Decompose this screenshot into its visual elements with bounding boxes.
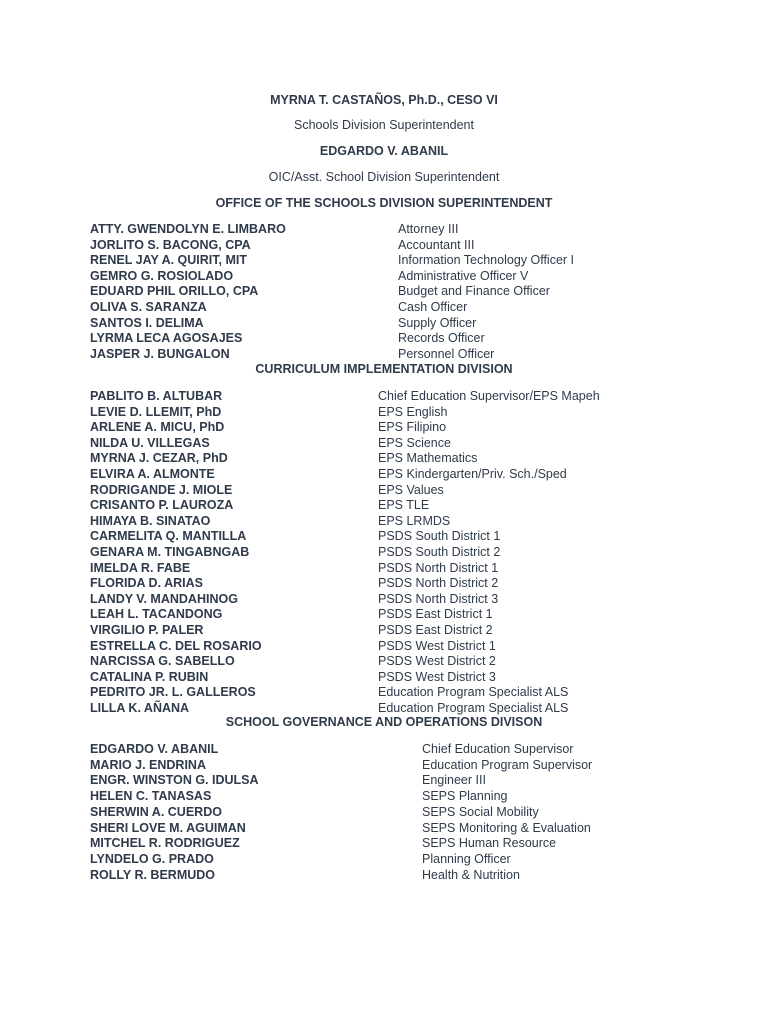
staff-row [0, 237, 768, 253]
staff-name: ELVIRA A. ALMONTE [90, 467, 215, 481]
staff-name: HELEN C. TANASAS [90, 789, 212, 804]
staff-row [0, 835, 768, 851]
staff-row [0, 560, 768, 576]
staff-row [0, 315, 768, 331]
staff-position: Information Technology Officer I [398, 253, 575, 268]
staff-position: Chief Education Supervisor/EPS Mapeh [378, 389, 600, 403]
staff-position: EPS Mathematics [378, 451, 478, 466]
staff-name: NARCISSA G. SABELLO [90, 654, 235, 669]
staff-name: VIRGILIO P. PALER [90, 623, 204, 637]
staff-position: Cash Officer [398, 300, 468, 314]
staff-row [0, 544, 768, 560]
staff-position: EPS Science [378, 435, 451, 450]
staff-name: CRISANTO P. LAUROZA [90, 498, 234, 513]
staff-name: EDGARDO V. ABANIL [90, 742, 219, 756]
superintendent-title: Schools Division Superintendent [294, 118, 474, 132]
staff-row [0, 528, 768, 544]
staff-name: GEMRO G. ROSIOLADO [90, 268, 234, 283]
staff-position: PSDS West District 1 [378, 638, 496, 653]
staff-row [0, 513, 768, 529]
staff-name: GENARA M. TINGABNGAB [90, 545, 250, 559]
staff-position: PSDS North District 1 [378, 560, 499, 575]
asst-superintendent-title: OIC/Asst. School Division Superintendent [268, 170, 500, 184]
staff-position: Education Program Supervisor [422, 757, 593, 772]
staff-row [0, 851, 768, 867]
staff-position: Engineer III [422, 773, 486, 788]
staff-row [0, 700, 768, 716]
staff-name: MYRNA J. CEZAR, PhD [90, 451, 228, 466]
staff-position: SEPS Human Resource [422, 836, 557, 851]
staff-row [0, 283, 768, 299]
staff-name: LYRMA LECA AGOSAJES [90, 331, 243, 346]
staff-position: SEPS Planning [422, 789, 508, 804]
staff-row [0, 669, 768, 685]
staff-name: PABLITO B. ALTUBAR [90, 389, 223, 403]
staff-name: OLIVA S. SARANZA [90, 300, 207, 314]
staff-row [0, 772, 768, 788]
staff-row [0, 606, 768, 622]
staff-row [0, 299, 768, 315]
staff-name: SHERI LOVE M. AGUIMAN [90, 820, 246, 835]
staff-row [0, 268, 768, 284]
staff-row [0, 346, 768, 362]
staff-name: JASPER J. BUNGALON [90, 346, 230, 361]
staff-position: Health & Nutrition [422, 867, 520, 882]
staff-position: Education Program Specialist ALS [378, 685, 569, 700]
staff-row [0, 741, 768, 757]
staff-position: Supply Officer [398, 315, 477, 330]
staff-position: PSDS East District 2 [378, 623, 493, 637]
staff-row [0, 404, 768, 420]
staff-row [0, 622, 768, 638]
staff-name: NILDA U. VILLEGAS [90, 435, 210, 450]
staff-position: Chief Education Supervisor [422, 742, 574, 756]
staff-position: Records Officer [398, 331, 485, 346]
staff-position: Education Program Specialist ALS [378, 701, 569, 715]
staff-name: ESTRELLA C. DEL ROSARIO [90, 638, 262, 653]
staff-row [0, 867, 768, 883]
staff-name: SANTOS I. DELIMA [90, 315, 204, 330]
staff-name: PEDRITO JR. L. GALLEROS [90, 685, 256, 700]
staff-position: EPS TLE [378, 498, 430, 513]
staff-name: MITCHEL R. RODRIGUEZ [90, 836, 240, 851]
staff-position: SEPS Social Mobility [422, 804, 539, 819]
staff-name: ENGR. WINSTON G. IDULSA [90, 773, 259, 788]
staff-name: RENEL JAY A. QUIRIT, MIT [90, 253, 247, 268]
staff-position: PSDS North District 2 [378, 576, 499, 591]
staff-row [0, 591, 768, 607]
staff-position: PSDS West District 2 [378, 654, 496, 669]
staff-row [0, 435, 768, 451]
staff-row [0, 804, 768, 820]
staff-row [0, 820, 768, 836]
staff-name: EDUARD PHIL ORILLO, CPA [90, 284, 259, 299]
staff-name: HIMAYA B. SINATAO [90, 513, 211, 528]
staff-row [0, 788, 768, 804]
staff-row [0, 757, 768, 773]
staff-name: CARMELITA Q. MANTILLA [90, 529, 247, 544]
staff-position: EPS Kindergarten/Priv. Sch./Sped [378, 467, 567, 481]
staff-row [0, 684, 768, 700]
staff-name: JORLITO S. BACONG, CPA [90, 237, 251, 252]
staff-row [0, 450, 768, 466]
staff-row [0, 330, 768, 346]
staff-row [0, 466, 768, 482]
staff-row [0, 419, 768, 435]
staff-position: Administrative Officer V [398, 268, 529, 283]
staff-position: EPS Filipino [378, 420, 447, 435]
asst-superintendent-name: EDGARDO V. ABANIL [319, 144, 449, 158]
staff-position: PSDS South District 2 [378, 545, 501, 559]
staff-name: CATALINA P. RUBIN [90, 669, 209, 684]
staff-position: SEPS Monitoring & Evaluation [422, 820, 591, 835]
staff-position: EPS English [378, 404, 448, 419]
staff-name: ATTY. GWENDOLYN E. LIMBARO [90, 222, 286, 236]
staff-row [0, 482, 768, 498]
staff-name: LILLA K. AÑANA [90, 701, 190, 715]
staff-position: Personnel Officer [398, 346, 495, 361]
section-heading-osds: OFFICE OF THE SCHOOLS DIVISION SUPERINTENDENT [215, 196, 553, 210]
staff-row [0, 388, 768, 404]
staff-name: FLORIDA D. ARIAS [90, 576, 203, 591]
staff-name: LEAH L. TACANDONG [90, 607, 223, 622]
staff-name: ROLLY R. BERMUDO [90, 867, 216, 882]
staff-position: Attorney III [398, 222, 459, 236]
staff-position: PSDS North District 3 [378, 591, 499, 606]
staff-name: LYNDELO G. PRADO [90, 851, 214, 866]
staff-name: IMELDA R. FABE [90, 560, 191, 575]
section-heading-cid: CURRICULUM IMPLEMENTATION DIVISION [255, 362, 513, 376]
staff-position: PSDS South District 1 [378, 529, 501, 544]
staff-position: Budget and Finance Officer [398, 284, 550, 299]
staff-row [0, 221, 768, 237]
staff-name: ARLENE A. MICU, PhD [90, 420, 225, 435]
staff-position: EPS LRMDS [378, 513, 451, 528]
staff-name: LANDY V. MANDAHINOG [90, 591, 238, 606]
staff-row [0, 638, 768, 654]
staff-position: PSDS West District 3 [378, 669, 496, 684]
staff-position: PSDS East District 1 [378, 607, 493, 622]
staff-position: Planning Officer [422, 851, 511, 866]
staff-position: EPS Values [378, 482, 444, 497]
staff-row [0, 252, 768, 268]
staff-position: Accountant III [398, 237, 475, 252]
staff-name: SHERWIN A. CUERDO [90, 804, 222, 819]
staff-name: RODRIGANDE J. MIOLE [90, 482, 233, 497]
staff-row [0, 497, 768, 513]
staff-row [0, 575, 768, 591]
staff-row [0, 653, 768, 669]
staff-name: MARIO J. ENDRINA [90, 757, 206, 772]
superintendent-name: MYRNA T. CASTAÑOS, Ph.D., CESO VI [270, 93, 498, 107]
section-heading-sgod: SCHOOL GOVERNANCE AND OPERATIONS DIVISON [225, 715, 543, 729]
staff-name: LEVIE D. LLEMIT, PhD [90, 404, 222, 419]
